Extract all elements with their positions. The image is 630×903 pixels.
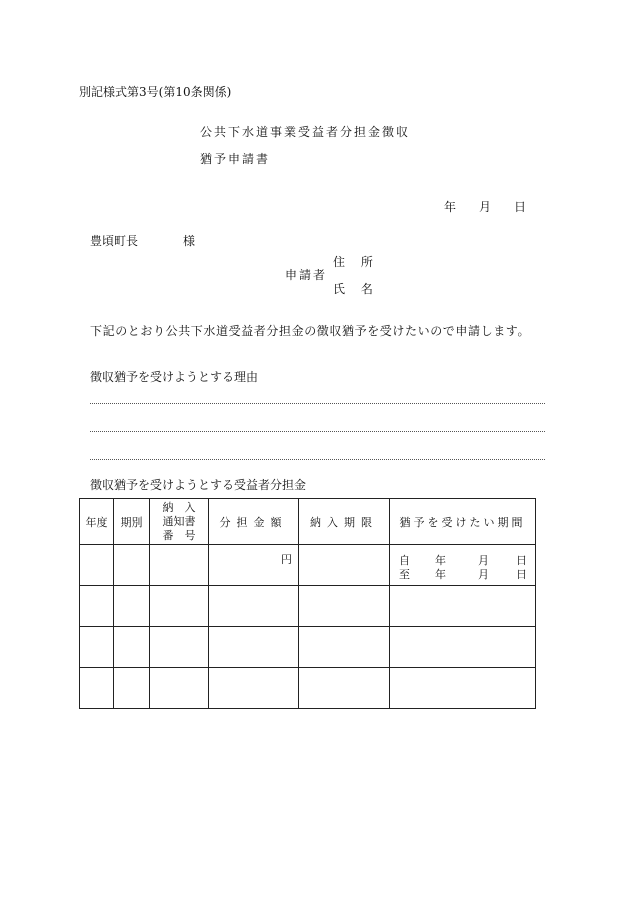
period-from-year: 年 — [435, 554, 446, 567]
form-title-line1: 公共下水道事業受益者分担金徴収 — [200, 125, 411, 139]
reason-line-3 — [90, 459, 545, 460]
form-title-line2: 猶予申請書 — [200, 152, 271, 166]
date-year: 年 — [444, 200, 457, 214]
form-reference: 別記様式第3号(第10条関係) — [79, 85, 232, 99]
period-from-month: 月 — [478, 554, 489, 567]
date-month: 月 — [479, 200, 492, 214]
reason-line-2 — [90, 431, 545, 432]
table-row — [80, 586, 536, 627]
period-to: 至 — [399, 568, 410, 581]
period-from: 自 — [399, 554, 410, 567]
header-notice-number — [150, 499, 209, 545]
header-kibetsu: 期別 — [114, 499, 150, 545]
period-from-day: 日 — [516, 554, 527, 567]
table-header-row — [80, 499, 536, 545]
table-label: 徴収猶予を受けようとする受益者分担金 — [90, 478, 307, 492]
reason-label: 徴収猶予を受けようとする理由 — [90, 370, 259, 384]
address-label: 住 所 — [333, 255, 379, 269]
period-to-day: 日 — [516, 568, 527, 581]
period-cell — [390, 545, 536, 586]
header-period: 猶予を受けたい期間 — [390, 499, 536, 545]
header-notice-line1: 納 入 — [162, 500, 196, 514]
date-day: 日 — [514, 200, 527, 214]
header-nendo: 年度 — [80, 499, 114, 545]
deferral-table — [79, 498, 536, 709]
table-row — [80, 627, 536, 668]
addressee-name: 豊頃町長 — [90, 234, 139, 248]
period-to-year: 年 — [435, 568, 446, 581]
table-row — [80, 545, 536, 586]
name-label: 氏 名 — [333, 282, 379, 296]
header-amount: 分担金額 — [209, 499, 299, 545]
applicant-label: 申請者 — [285, 268, 328, 282]
header-notice-line2: 通知書 — [162, 514, 196, 528]
yen-unit: 円 — [281, 553, 292, 566]
application-statement: 下記のとおり公共下水道受益者分担金の徴収猶予を受けたいので申請します。 — [90, 324, 531, 338]
table-row — [80, 668, 536, 709]
reason-line-1 — [90, 403, 545, 404]
header-deadline: 納入期限 — [299, 499, 390, 545]
addressee-honorific: 様 — [183, 234, 196, 248]
period-to-month: 月 — [478, 568, 489, 581]
header-notice-line3: 番 号 — [162, 528, 196, 542]
amount-cell — [209, 545, 299, 586]
